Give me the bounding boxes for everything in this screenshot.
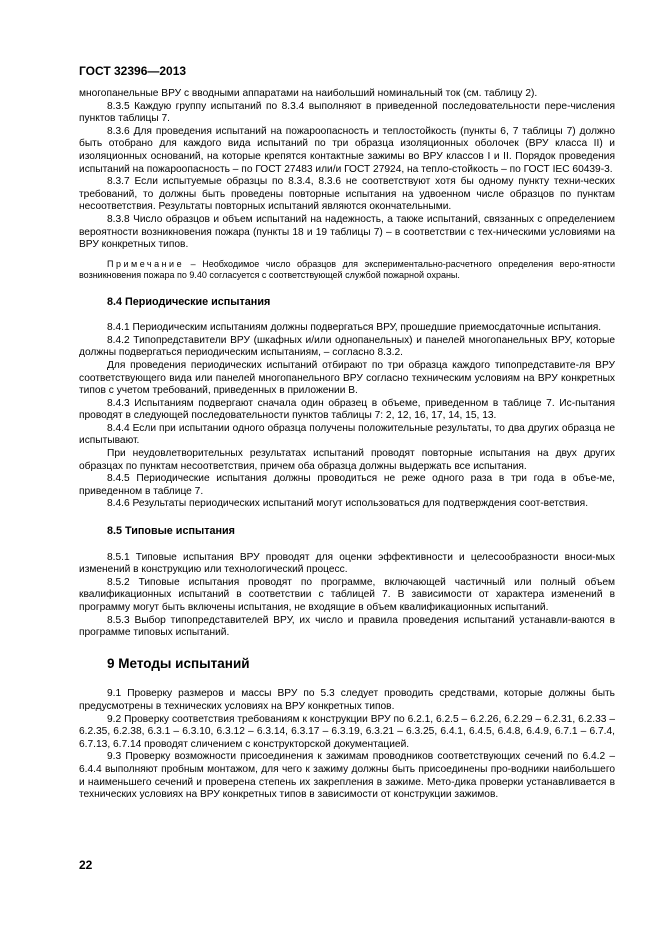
section-heading-9: 9 Методы испытаний (107, 655, 250, 671)
note (79, 259, 615, 282)
paragraph-8-4-3: 8.4.3 Испытаниям подвергают сначала один образец в объеме, приведенном в таблице 7. Ис-пытания проводят в следующей последовательности пунктов таблицы 7: 2, 12, 16, 17, 14, 15, 13. (79, 397, 615, 422)
paragraph-8-4-1: 8.4.1 Периодическим испытаниям должны подвергаться ВРУ, прошедшие приемосдаточные испытания. (107, 322, 602, 334)
paragraph-intro: многопанельные ВРУ с вводными аппаратами на наибольший номинальный ток (см. таблицу 2). (79, 88, 538, 99)
paragraph-8-5-3: 8.5.3 Выбор типопредставителей ВРУ, их число и правила проведения испытаний устанавли-ваются в программе типовых испытаний. (79, 614, 615, 639)
note-label: Примечание (107, 258, 185, 269)
section-heading-8-4: 8.4 Периодические испытания (107, 295, 271, 308)
paragraph-8-4-2-continued: Для проведения периодических испытаний отбирают по три образца каждого типопредставите-ля ВРУ соответствующего вида или панелей многопанельного ВРУ согласно техническим условиям на ВРУ конкретных типов с учетом требований, приведенных в приложении В. (79, 359, 615, 397)
note-text: – Необходимое число образцов для экспериментально-расчетного определения веро-ятности возникновения пожара по 9.40 согласуется с соответствующей службой пожарной охраны. (79, 258, 615, 281)
paragraph-8-4-6: 8.4.6 Результаты периодических испытаний могут использоваться для подтверждения соот-ветствия. (107, 498, 589, 510)
paragraph-8-3-7: 8.3.7 Если испытуемые образцы по 8.3.4, 8.3.6 не соответствуют хотя бы одному пункту техни-ческих требований, то должны быть проведены повторные испытания на удвоенном числе образцов по пунктам несоответствия. Результаты повторных испытаний являются окончательными. (79, 176, 615, 213)
paragraph-8-5-2: 8.5.2 Типовые испытания проводят по программе, включающей частичный или полный объем квалификационных испытаний в соответствии с таблицей 7. В зависимости от характера изменений в программу могут быть включены испытания, не входящие в объем квалификационных испытаний. (79, 576, 615, 613)
page-number: 22 (79, 858, 93, 872)
paragraph-8-3-5: 8.3.5 Каждую группу испытаний по 8.3.4 выполняют в приведенной последовательности пере-числения пунктов таблицы 7. (79, 100, 615, 125)
paragraph-8-4-5: 8.4.5 Периодические испытания должны проводиться не реже одного раза в три года в объе-ме, приведенном в таблице 7. (79, 473, 615, 497)
document-body (79, 88, 615, 802)
paragraph-8-5-1: 8.5.1 Типовые испытания ВРУ проводят для оценки эффективности и целесообразности вноси-мых изменений в конструкцию или технологический процесс. (79, 551, 615, 576)
paragraph-9-1: 9.1 Проверку размеров и массы ВРУ по 5.3 следует проводить средствами, которые должны быть предусмотрены в технических условиях на ВРУ конкретных типов. (79, 688, 615, 712)
paragraph-8-3-8: 8.3.8 Число образцов и объем испытаний на надежность, а также испытаний, связанных с определением вероятности возникновения пожара (пункты 18 и 19 таблицы 7) – в соответствии с тех-ническими условиями на ВРУ конкретных типов. (79, 213, 615, 251)
paragraph-9-2: 9.2 Проверку соответствия требованиям к конструкции ВРУ по 6.2.1, 6.2.5 – 6.2.26, 6.2.29 – 6.2.31, 6.2.33 – 6.2.35, 6.2.38, 6.3.1 – 6.3.10, 6.3.12 – 6.3.14, 6.3.17 – 6.3.19, 6.3.21 – 6.3.25, 6.4.1, 6.4.5, 6.4.8, 6.4.9, 6.7.1 – 6.7.4, 6.7.13, 6.7.14 проводят сличением с конструкторской документацией. (79, 713, 615, 750)
paragraph-9-3: 9.3 Проверку возможности присоединения к зажимам проводников соответствующих сечений по 6.4.2 – 6.4.4 выполняют пробным монтажом, для чего к зажиму должны быть присоединены про-водники наибольшего и наименьшего сечений и проверена степень их закрепления в зажиме. Мето-дика проверки устанавливается в технических условиях на ВРУ конкретных типов в зависимости от конструкции зажимов. (79, 751, 615, 801)
document-header: ГОСТ 32396—2013 (79, 64, 187, 78)
paragraph-8-4-4: 8.4.4 Если при испытании одного образца получены положительные результаты, то два других образца не испытывают. (79, 422, 615, 447)
paragraph-8-4-4-continued: При неудовлетворительных результатах испытаний проводят повторные испытания на двух других образцах по пунктам несоответствия, причем оба образца должны выдержать все испытания. (79, 448, 615, 472)
paragraph-8-4-2: 8.4.2 Типопредставители ВРУ (шкафных и/или однопанельных) и панелей многопанельных ВРУ, которые должны подвергаться периодическим испытаниям, – согласно 8.3.2. (79, 334, 615, 359)
paragraph-8-3-6: 8.3.6 Для проведения испытаний на пожароопасность и теплостойкость (пункты 6, 7 таблицы 7) должно быть отобрано для каждого вида испытаний по три образца изоляционных оболочек (ВРУ класса II) и изоляционных оснований, на которые крепятся контактные зажимы во ВРУ классов I и II. Порядок проведения испытаний на пожароопасность – по ГОСТ 27483 или/и ГОСТ 27924, на тепло-стойкость – по ГОСТ IEC 60439-3. (79, 125, 615, 175)
section-heading-8-5: 8.5 Типовые испытания (107, 525, 235, 538)
